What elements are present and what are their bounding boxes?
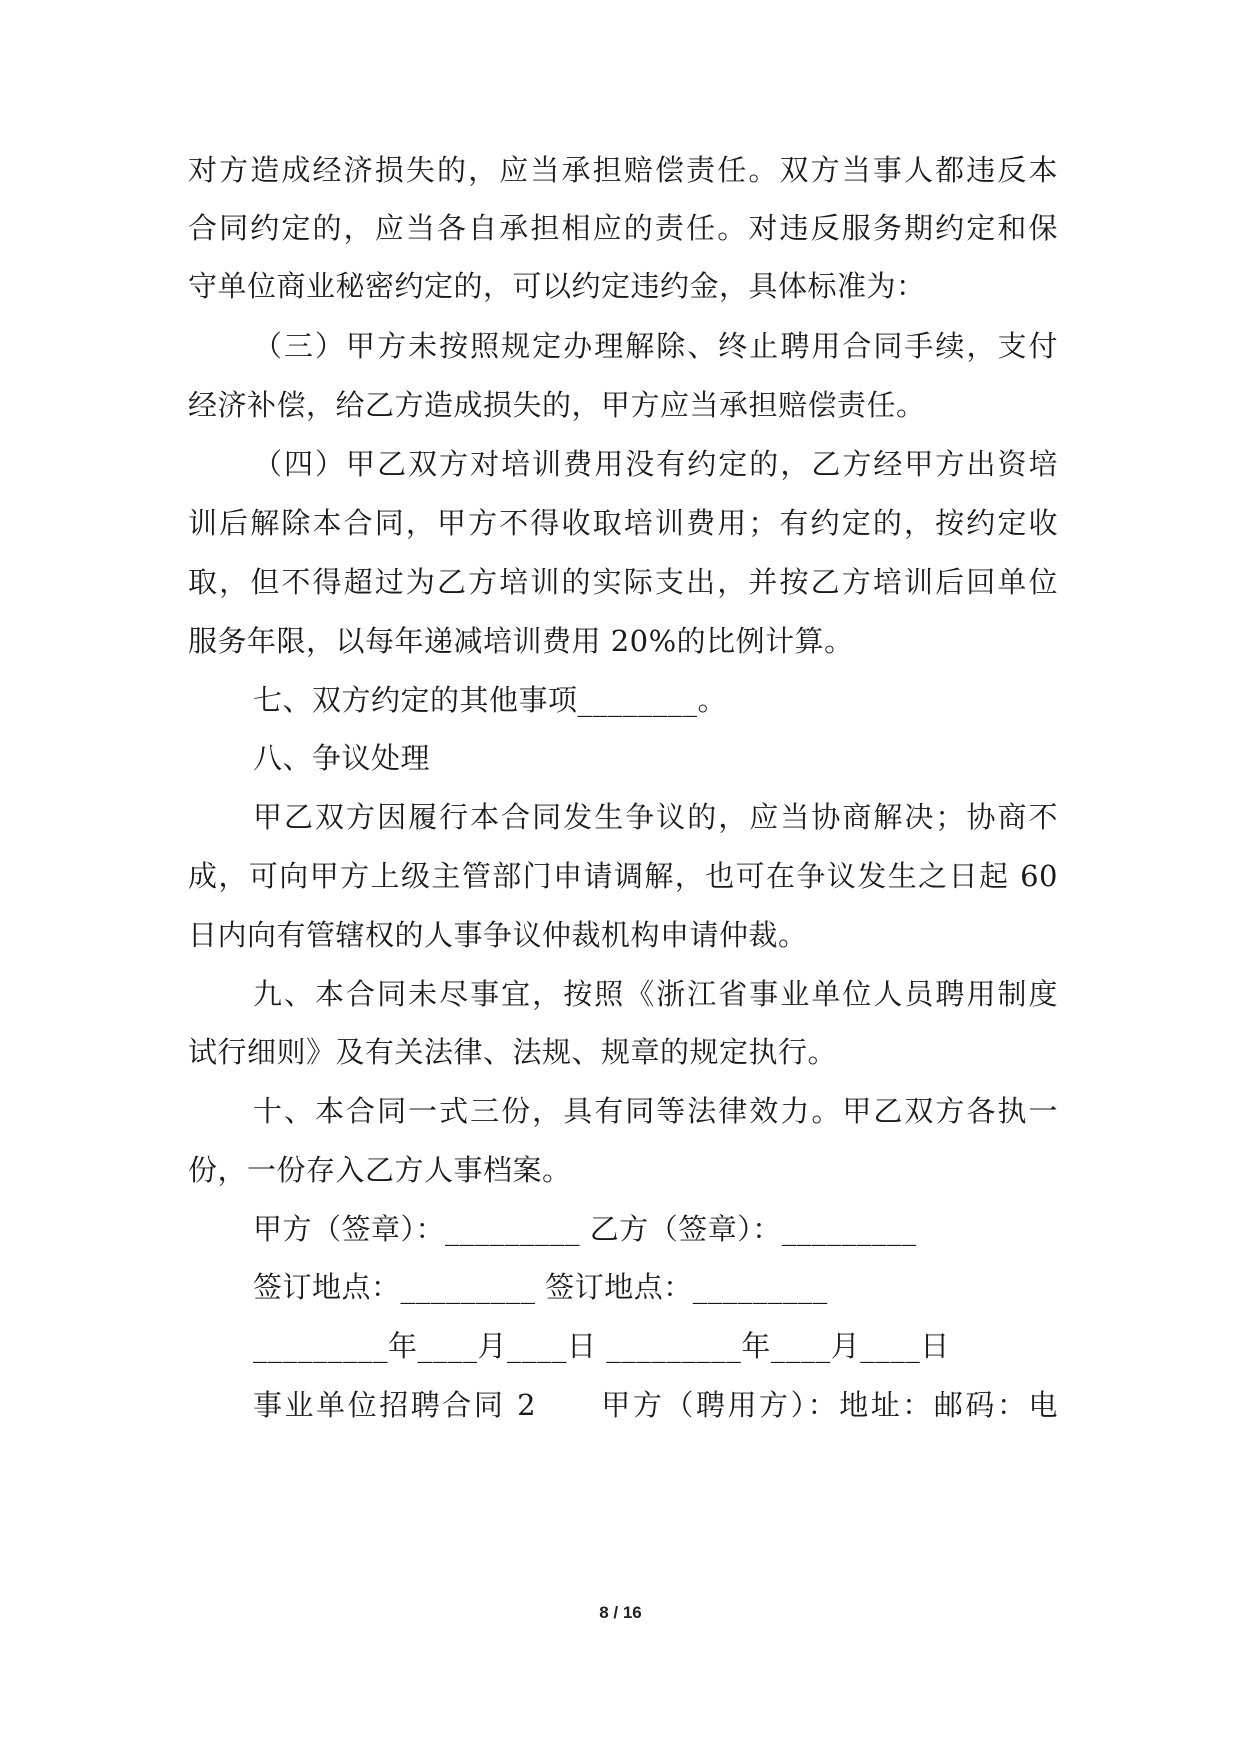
text-line: 对方造成经济损失的，应当承担赔偿责任。双方当事人都违反本 (188, 153, 1058, 187)
text-line: 取，但不得超过为乙方培训的实际支出，并按乙方培训后回单位 (188, 565, 1058, 599)
text-line: 守单位商业秘密约定的，可以约定违约金，具体标准为： (188, 269, 926, 303)
text-line: 试行细则》及有关法律、法规、规章的规定执行。 (188, 1035, 838, 1069)
text-line: 签订地点：_________ 签订地点：_________ (253, 1270, 828, 1304)
page-number: 8 / 16 (599, 1603, 642, 1622)
text-line: 十、本合同一式三份，具有同等法律效力。甲乙双方各执一 (253, 1094, 1058, 1128)
text-line: 事业单位招聘合同 2 甲方（聘用方）：地址：邮码：电 (253, 1388, 1058, 1422)
text-line: 服务年限，以每年递减培训费用 20%的比例计算。 (188, 624, 854, 658)
text-line: 甲方（签章）：_________ 乙方（签章）：_________ (253, 1212, 917, 1246)
text-line: 经济补偿，给乙方造成损失的，甲方应当承担赔偿责任。 (188, 388, 926, 422)
text-line: 合同约定的，应当各自承担相应的责任。对违反服务期约定和保 (188, 211, 1058, 245)
text-line: 份，一份存入乙方人事档案。 (188, 1153, 572, 1187)
text-line: 九、本合同未尽事宜，按照《浙江省事业单位人员聘用制度 (253, 977, 1058, 1011)
text-line: （三）甲方未按照规定办理解除、终止聘用合同手续，支付 (253, 329, 1058, 363)
text-line: 训后解除本合同，甲方不得收取培训费用；有约定的，按约定收 (188, 506, 1058, 540)
text-line: _________年____月____日 _________年____月____日 (253, 1329, 950, 1363)
text-line: （四）甲乙双方对培训费用没有约定的，乙方经甲方出资培 (253, 447, 1058, 481)
text-line: 日内向有管辖权的人事争议仲裁机构申请仲裁。 (188, 918, 808, 952)
text-line: 成，可向甲方上级主管部门申请调解，也可在争议发生之日起 60 (188, 859, 1058, 893)
text-line: 七、双方约定的其他事项________。 (253, 683, 728, 717)
text-line: 甲乙双方因履行本合同发生争议的，应当协商解决；协商不 (253, 800, 1058, 834)
text-line: 八、争议处理 (253, 741, 431, 775)
